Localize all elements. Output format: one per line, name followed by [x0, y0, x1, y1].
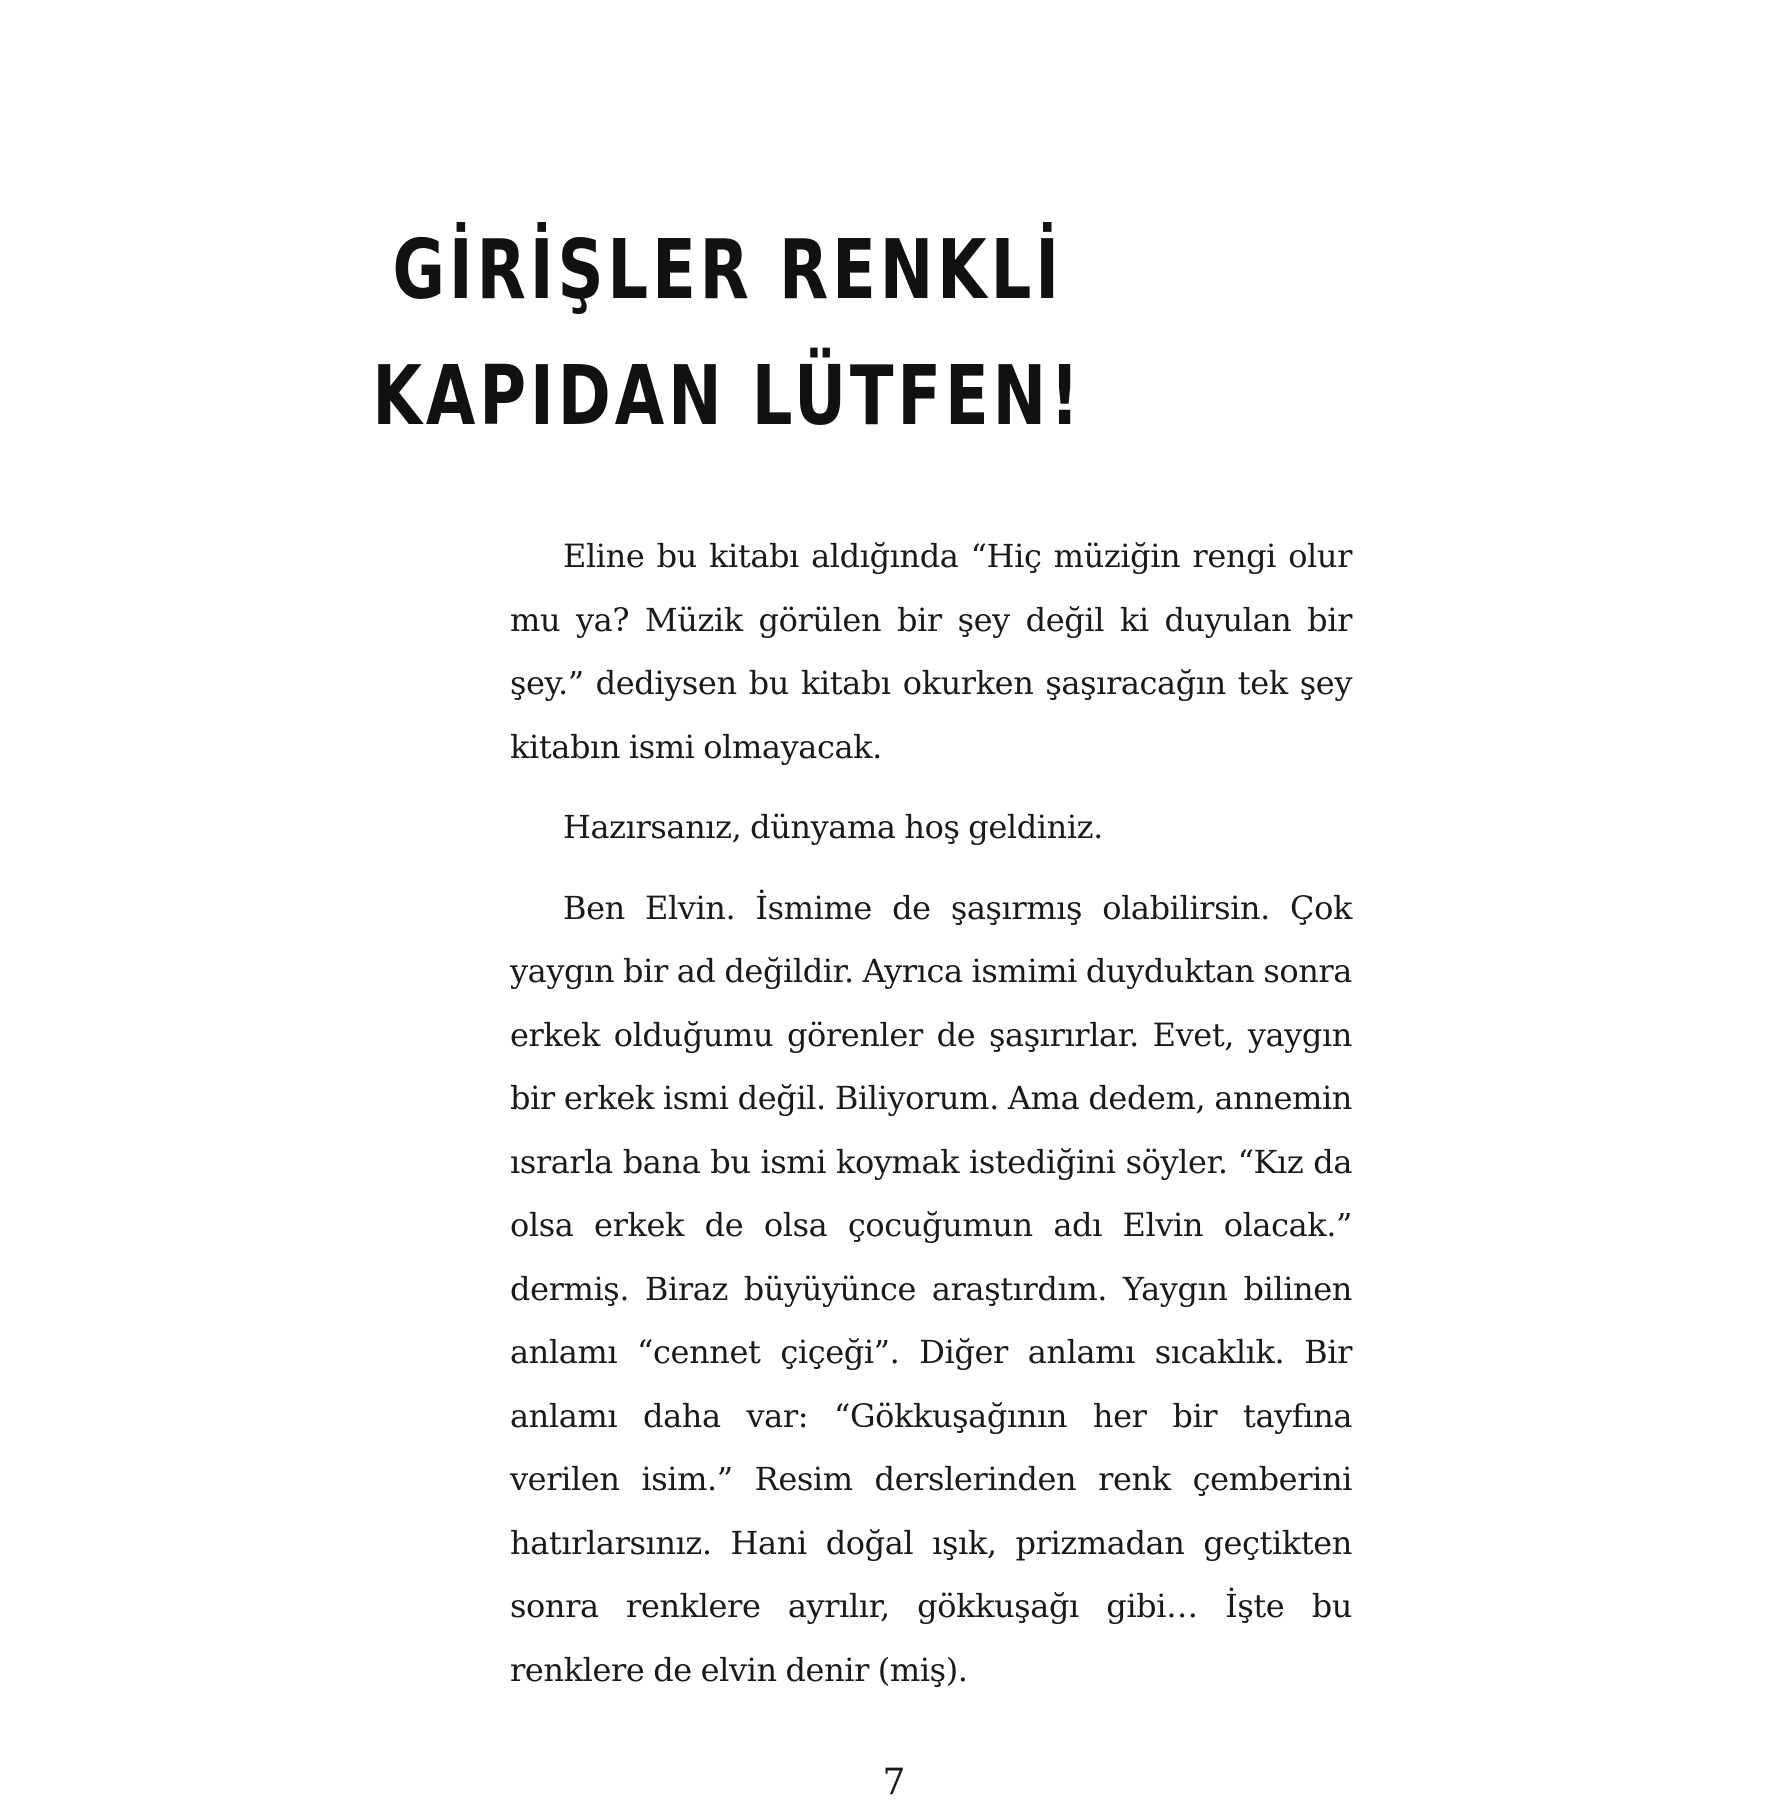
chapter-title-line-2: KAPIDAN LÜTFEN!	[372, 349, 1084, 444]
page-number: 7	[882, 1762, 906, 1803]
paragraph-1: Eline bu kitabı aldığında “Hiç müziğin rengi olur mu ya? Müzik görülen bir şey değil ki duyulan bir şey.” dediysen bu kitabı okurken şaşıracağın tek şey kitabın ismi olmayacak.	[510, 537, 1352, 766]
paragraph-2: Hazırsanız, dünyama hoş geldiniz.	[563, 808, 1103, 846]
chapter-title-line-1: GİRİŞLER RENKLİ	[392, 223, 1063, 318]
paragraph-3: Ben Elvin. İsmime de şaşırmış olabilirsin. Çok yaygın bir ad değildir. Ayrıca ismimi duyduktan sonra erkek olduğumu görenler de şaşırırlar. Evet, yaygın bir erkek ismi değil. Biliyorum. Ama dedem, annemin ısrarla bana bu ismi koymak istediğini söyler. “Kız da olsa erkek de olsa çocuğumun adı Elvin olacak.” dermiş. Biraz büyüyünce araştırdım. Yaygın bilinen anlamı “cennet çiçeği”. Diğer anlamı sıcaklık. Bir anlamı daha var: “Gökkuşağının her bir tayfına verilen isim.” Resim derslerinden renk çemberini hatırlarsınız. Hani doğal ışık, prizmadan geçtikten sonra renklere ayrılır, gökkuşağı gibi… İşte bu renklere de elvin denir (miş).	[510, 888, 1352, 1689]
body-text	[510, 525, 1352, 1719]
chapter-title	[0, 208, 1455, 460]
